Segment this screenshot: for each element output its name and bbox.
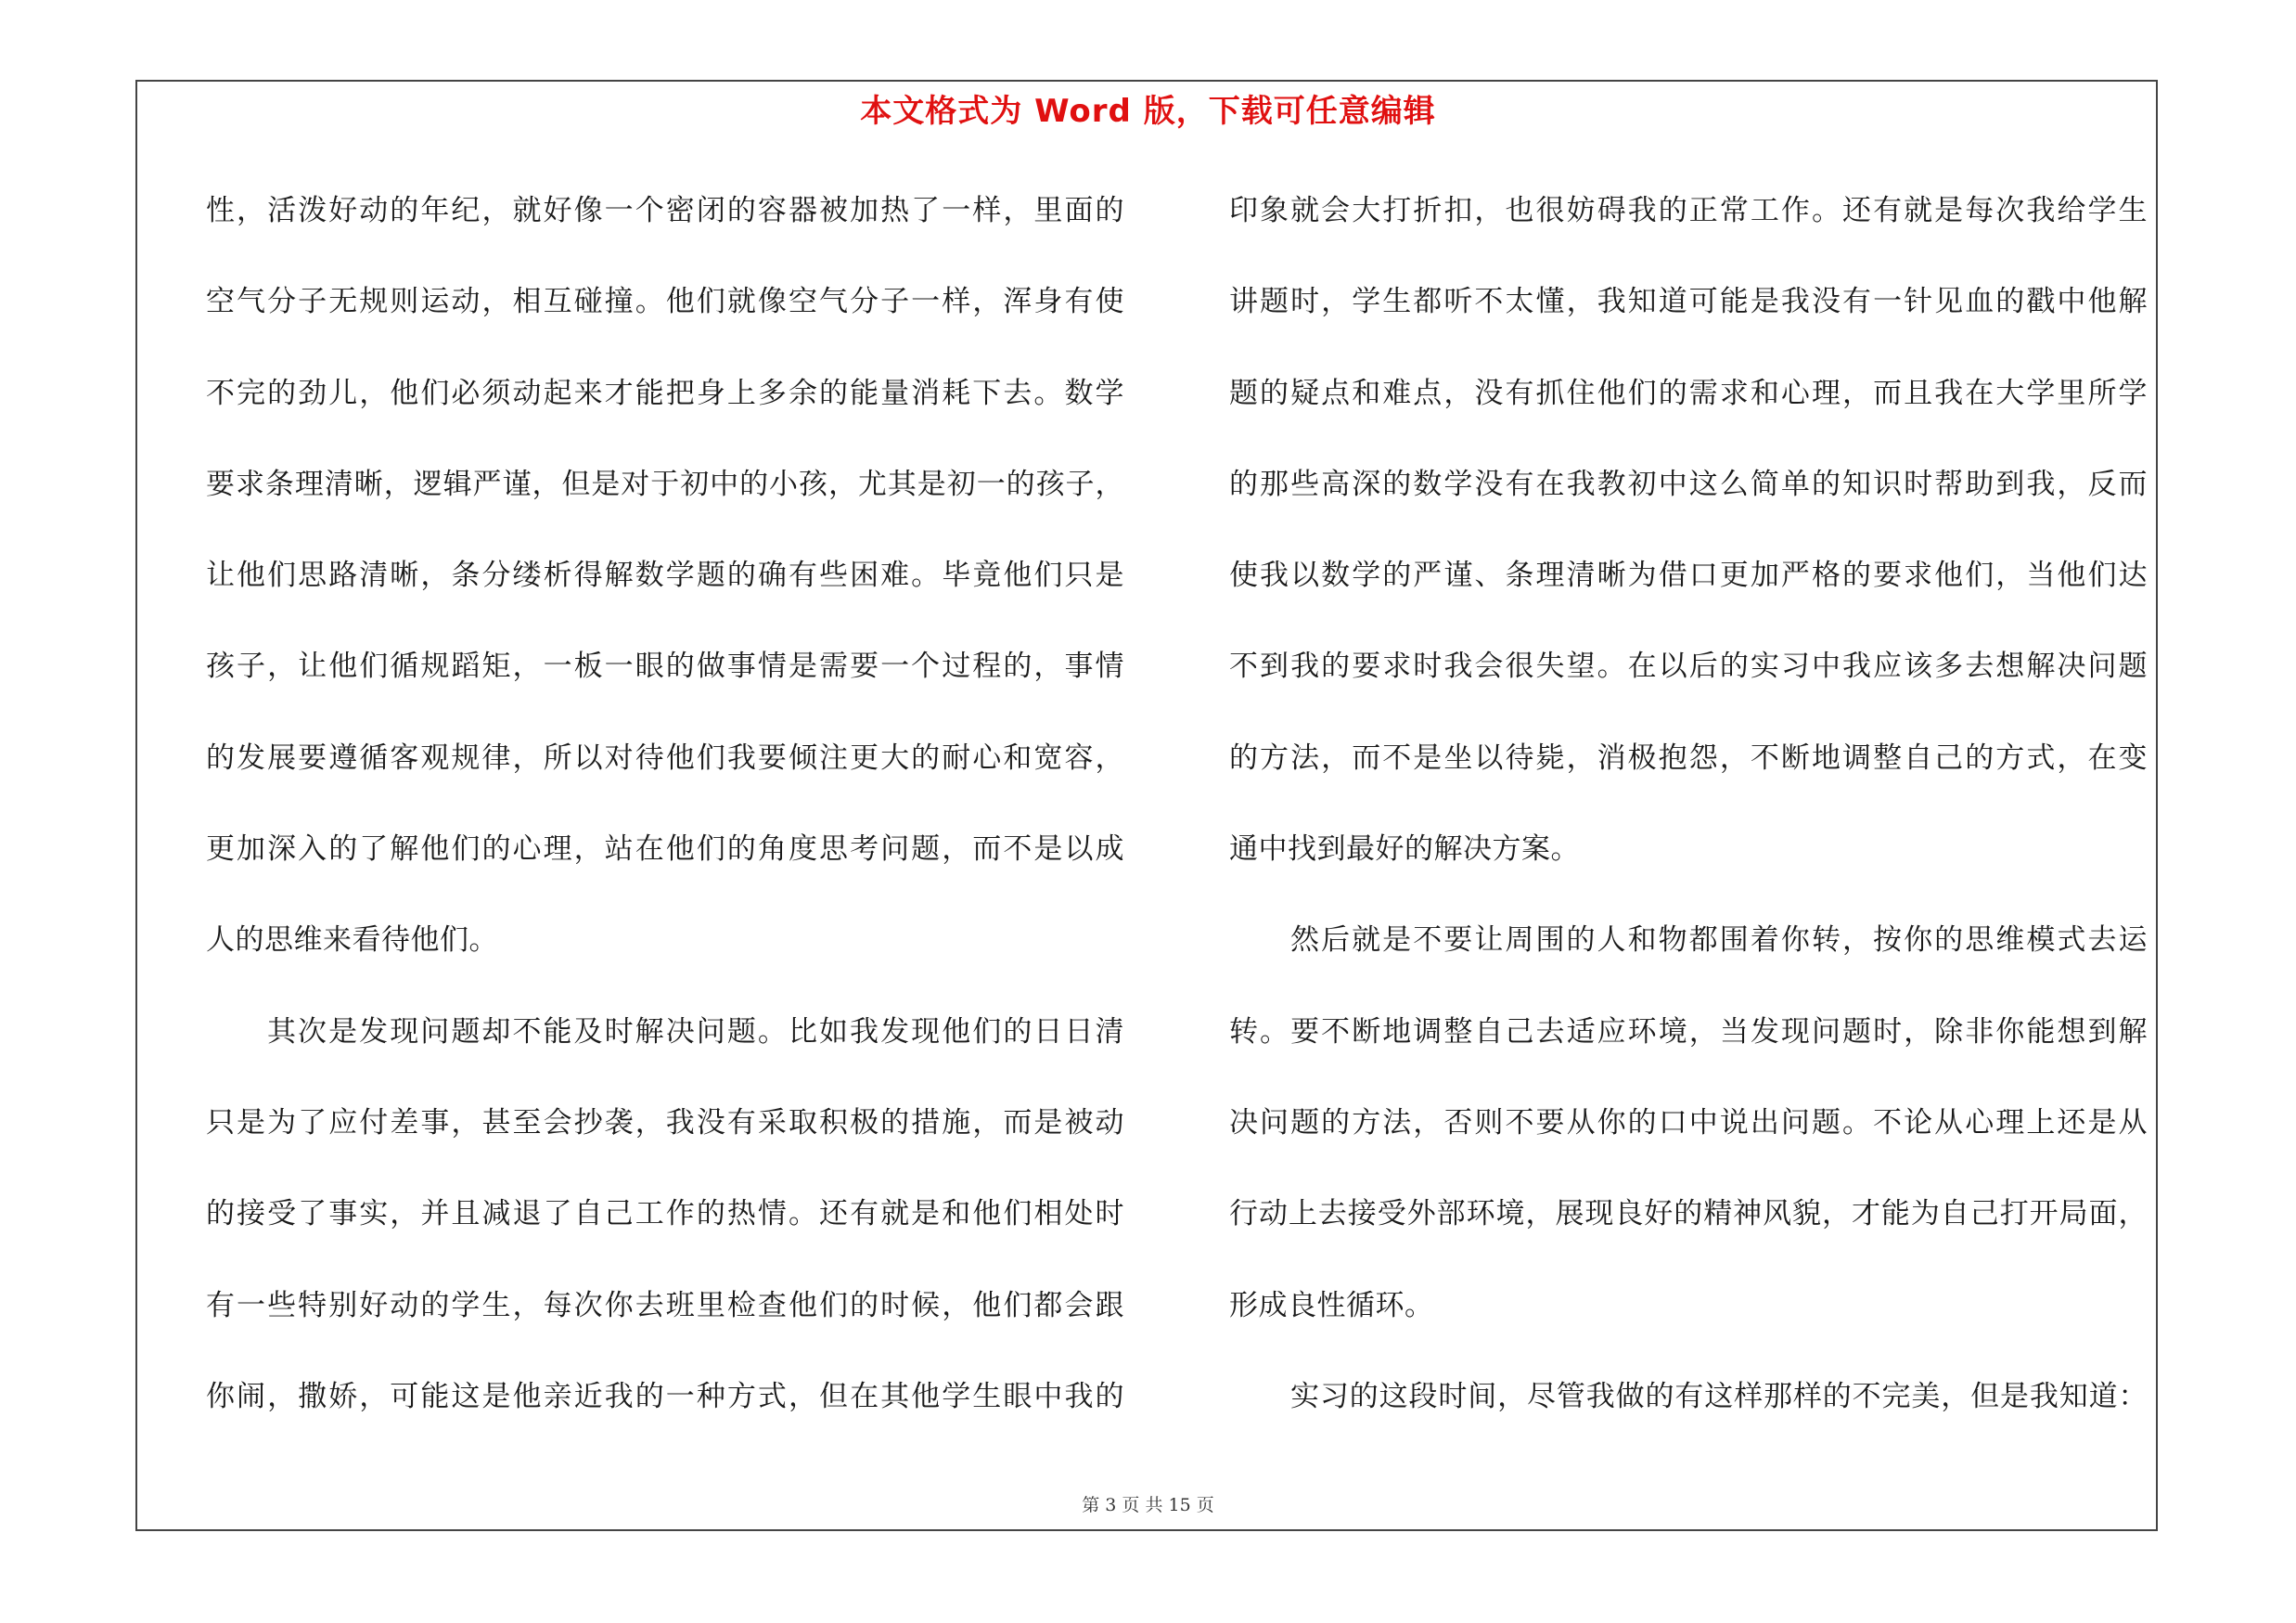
text-line: 让他们思路清晰，条分缕析得解数学题的确有些困难。毕竟他们只是 bbox=[206, 559, 1124, 593]
text-line: 空气分子无规则运动，相互碰撞。他们就像空气分子一样，浑身有使 bbox=[206, 285, 1124, 319]
text-line: 决问题的方法，否则不要从你的口中说出问题。不论从心理上还是从 bbox=[1229, 1105, 2148, 1140]
text-line: 你闹，撒娇，可能这是他亲近我的一种方式，但在其他学生眼中我的 bbox=[206, 1379, 1124, 1413]
text-line: 人的思维来看待他们。 bbox=[206, 923, 498, 958]
text-line: 孩子，让他们循规蹈矩，一板一眼的做事情是需要一个过程的，事情 bbox=[206, 650, 1124, 684]
page-number-footer: 第 3 页 共 15 页 bbox=[1082, 1495, 1214, 1515]
text-line: 不到我的要求时我会很失望。在以后的实习中我应该多去想解决问题 bbox=[1229, 650, 2148, 684]
right-text-column bbox=[1229, 181, 2148, 1458]
text-line: 使我以数学的严谨、条理清晰为借口更加严格的要求他们，当他们达 bbox=[1229, 559, 2148, 593]
text-line: 性，活泼好动的年纪，就好像一个密闭的容器被加热了一样，里面的 bbox=[206, 194, 1124, 227]
text-line: 的那些高深的数学没有在我教初中这么简单的知识时帮助到我，反而 bbox=[1229, 467, 2148, 501]
left-text-column bbox=[206, 181, 1124, 1458]
text-line: 的接受了事实，并且减退了自己工作的热情。还有就是和他们相处时 bbox=[206, 1197, 1124, 1231]
text-line: 的方法，而不是坐以待毙，消极抱怨，不断地调整自己的方式，在变 bbox=[1229, 741, 2148, 775]
text-line: 讲题时，学生都听不太懂，我知道可能是我没有一针见血的戳中他解 bbox=[1229, 285, 2148, 319]
text-line: 要求条理清晰，逻辑严谨，但是对于初中的小孩，尤其是初一的孩子， bbox=[206, 467, 1124, 501]
text-line: 行动上去接受外部环境，展现良好的精神风貌，才能为自己打开局面， bbox=[1229, 1197, 2148, 1231]
text-line: 形成良性循环。 bbox=[1229, 1288, 1434, 1322]
text-line: 有一些特别好动的学生，每次你去班里检查他们的时候，他们都会跟 bbox=[206, 1288, 1124, 1322]
text-line: 题的疑点和难点，没有抓住他们的需求和心理，而且我在大学里所学 bbox=[1229, 376, 2148, 410]
text-line: 的发展要遵循客观规律，所以对待他们我要倾注更大的耐心和宽容， bbox=[206, 741, 1124, 775]
text-line: 不完的劲儿，他们必须动起来才能把身上多余的能量消耗下去。数学 bbox=[206, 376, 1124, 410]
format-notice-banner: 本文格式为 Word 版，下载可任意编辑 bbox=[860, 93, 1436, 130]
paragraph-start-line: 实习的这段时间，尽管我做的有这样那样的不完美，但是我知道： bbox=[1290, 1379, 2148, 1413]
text-line: 印象就会大打折扣，也很妨碍我的正常工作。还有就是每次我给学生 bbox=[1229, 194, 2148, 227]
paragraph-start-line: 其次是发现问题却不能及时解决问题。比如我发现他们的日日清 bbox=[267, 1014, 1124, 1049]
text-line: 通中找到最好的解决方案。 bbox=[1229, 832, 1580, 867]
text-line: 转。要不断地调整自己去适应环境，当发现问题时，除非你能想到解 bbox=[1229, 1014, 2148, 1049]
text-line: 只是为了应付差事，甚至会抄袭，我没有采取积极的措施，而是被动 bbox=[206, 1105, 1124, 1140]
text-line: 更加深入的了解他们的心理，站在他们的角度思考问题，而不是以成 bbox=[206, 832, 1124, 867]
paragraph-start-line: 然后就是不要让周围的人和物都围着你转，按你的思维模式去运 bbox=[1290, 923, 2148, 958]
